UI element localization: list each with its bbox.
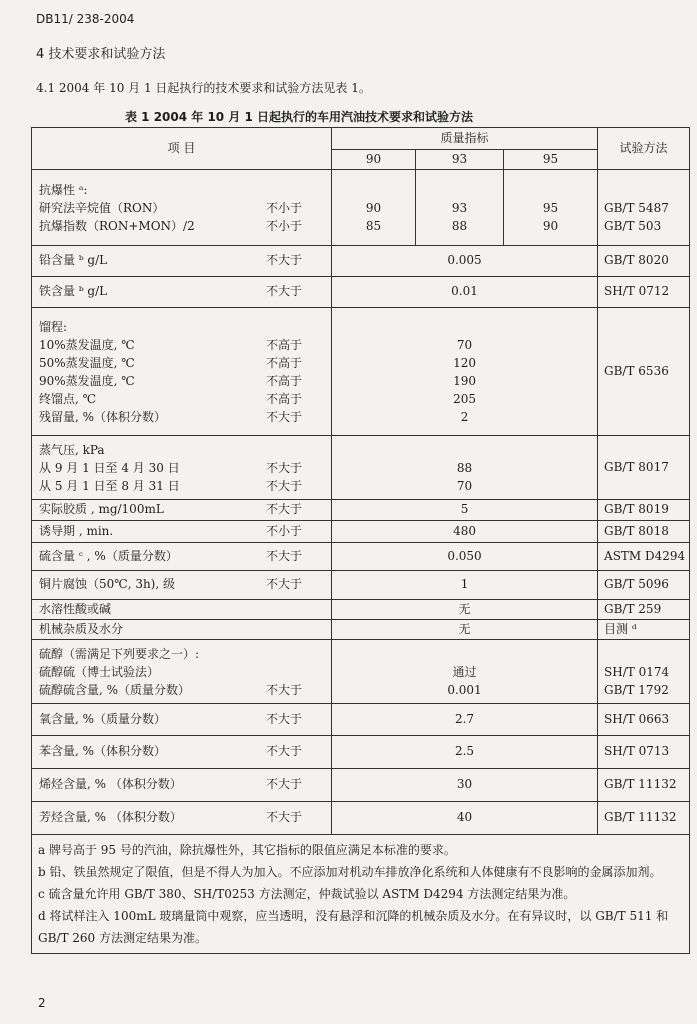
aromatic-limit: 不大于 bbox=[266, 810, 303, 825]
mercaptan-r1-method: SH/T 0174 bbox=[604, 664, 670, 679]
ai-93: 88 bbox=[451, 218, 468, 233]
ron-93: 93 bbox=[451, 200, 468, 215]
ai-90: 85 bbox=[365, 218, 382, 233]
oxygen-method: SH/T 0663 bbox=[598, 704, 690, 736]
table-row bbox=[32, 802, 690, 835]
acid-method: GB/T 259 bbox=[598, 600, 690, 620]
copper-method: GB/T 5096 bbox=[598, 571, 690, 600]
lead-value: 0.005 bbox=[332, 246, 598, 277]
dist-label: 50%蒸发温度, ℃ bbox=[39, 355, 135, 370]
table-notes bbox=[32, 835, 690, 954]
olefin-label: 烯烃含量, % （体积分数） bbox=[39, 777, 182, 792]
gum-value: 5 bbox=[332, 500, 598, 521]
dist-value: 120 bbox=[453, 355, 476, 370]
iron-label: 铁含量 ᵇ g/L bbox=[39, 284, 108, 299]
oxygen-value: 2.7 bbox=[332, 704, 598, 736]
dist-limit: 不高于 bbox=[266, 391, 303, 406]
table-row bbox=[32, 571, 690, 600]
table-row bbox=[32, 736, 690, 769]
mercaptan-r2-method: GB/T 1792 bbox=[604, 682, 669, 697]
dist-label: 终馏点, ℃ bbox=[39, 391, 97, 406]
mercaptan-r2-limit: 不大于 bbox=[266, 682, 303, 697]
vapor-r2-value: 70 bbox=[456, 478, 473, 493]
dist-label: 10%蒸发温度, ℃ bbox=[39, 337, 135, 352]
header-grade-93: 93 bbox=[416, 150, 504, 170]
gum-method: GB/T 8019 bbox=[598, 500, 690, 521]
vapor-r1-label: 从 9 月 1 日至 4 月 30 日 bbox=[39, 460, 180, 475]
section-title: 4 技术要求和试验方法 bbox=[36, 47, 166, 62]
dist-limit: 不高于 bbox=[266, 373, 303, 388]
ron-95: 95 bbox=[542, 200, 559, 215]
page-number: 2 bbox=[38, 996, 46, 1010]
iron-value: 0.01 bbox=[332, 277, 598, 308]
table-caption: 表 1 2004 年 10 月 1 日起执行的车用汽油技术要求和试验方法 bbox=[125, 110, 474, 124]
dist-value: 2 bbox=[460, 409, 469, 424]
table-row bbox=[32, 704, 690, 736]
table-row bbox=[32, 436, 690, 500]
ron-method: GB/T 5487 bbox=[604, 200, 669, 215]
aromatic-label: 芳烃含量, % （体积分数） bbox=[39, 810, 182, 825]
header-grade-95: 95 bbox=[504, 150, 598, 170]
ron-90: 90 bbox=[365, 200, 382, 215]
lead-label: 铅含量 ᵇ g/L bbox=[39, 253, 108, 268]
mercaptan-r1-label: 硫醇硫（博士试验法） bbox=[39, 664, 160, 679]
table-row bbox=[32, 620, 690, 640]
table-row bbox=[32, 277, 690, 308]
dist-limit: 不高于 bbox=[266, 337, 303, 352]
header-grade-90: 90 bbox=[332, 150, 416, 170]
impurities-value: 无 bbox=[332, 620, 598, 640]
aromatic-value: 40 bbox=[332, 802, 598, 835]
vapor-r2-limit: 不大于 bbox=[266, 478, 303, 493]
mercaptan-title: 硫醇（需满足下列要求之一）: bbox=[39, 646, 200, 661]
header-quality: 质量指标 bbox=[332, 128, 598, 150]
mercaptan-r1-value: 通过 bbox=[452, 664, 477, 679]
table-row bbox=[32, 600, 690, 620]
table-row bbox=[32, 308, 690, 436]
intro-paragraph: 4.1 2004 年 10 月 1 日起执行的技术要求和试验方法见表 1。 bbox=[36, 81, 371, 95]
mercaptan-r2-value: 0.001 bbox=[447, 682, 482, 697]
impurities-label: 机械杂质及水分 bbox=[39, 621, 124, 636]
note-c: c 硫含量允许用 GB/T 380、SH/T0253 方法测定，仲裁试验以 ASTM D4294 方法测定结果为准。 bbox=[38, 887, 576, 901]
gum-label: 实际胶质 , mg/100mL bbox=[39, 502, 164, 517]
vapor-title: 蒸气压, kPa bbox=[39, 442, 105, 457]
antiknock-title: 抗爆性 ᵃ: bbox=[39, 182, 88, 197]
ai-limit: 不小于 bbox=[266, 218, 303, 233]
dist-label: 90%蒸发温度, ℃ bbox=[39, 373, 135, 388]
sulfur-limit: 不大于 bbox=[266, 548, 303, 563]
table-row bbox=[32, 170, 690, 246]
header-item: 项 目 bbox=[32, 128, 332, 170]
acid-label: 水溶性酸或碱 bbox=[39, 601, 112, 616]
table-row bbox=[32, 521, 690, 543]
note-d: d 将试样注入 100mL 玻璃量筒中观察，应当透明，没有悬浮和沉降的机械杂质及水分。在有异议时，以 GB/T 511 和 GB/T 260 方法测定结果为准。 bbox=[38, 909, 669, 945]
vapor-r2-label: 从 5 月 1 日至 8 月 31 日 bbox=[39, 478, 180, 493]
distillation-title: 馏程: bbox=[39, 319, 68, 334]
ron-label: 研究法辛烷值（RON） bbox=[39, 200, 165, 215]
table-row bbox=[32, 769, 690, 802]
aromatic-method: GB/T 11132 bbox=[598, 802, 690, 835]
lead-method: GB/T 8020 bbox=[598, 246, 690, 277]
iron-limit: 不大于 bbox=[266, 284, 303, 299]
ron-limit: 不小于 bbox=[266, 200, 303, 215]
ai-95: 90 bbox=[542, 218, 559, 233]
impurities-method: 目测 ᵈ bbox=[598, 620, 690, 640]
table-row bbox=[32, 543, 690, 571]
induction-label: 诱导期 , min. bbox=[39, 523, 114, 538]
document-code: DB11/ 238-2004 bbox=[36, 12, 135, 26]
copper-label: 铜片腐蚀（50℃, 3h), 级 bbox=[39, 577, 175, 592]
benzene-limit: 不大于 bbox=[266, 744, 303, 759]
dist-label: 残留量, %（体积分数） bbox=[39, 409, 167, 424]
induction-method: GB/T 8018 bbox=[598, 521, 690, 543]
note-b: b 铅、铁虽然规定了限值，但是不得人为加入。不应添加对机动车排放净化系统和人体健康有不良影响的金属添加剂。 bbox=[38, 865, 662, 879]
table-row bbox=[32, 500, 690, 521]
acid-value: 无 bbox=[332, 600, 598, 620]
ai-label: 抗爆指数（RON+MON）/2 bbox=[39, 218, 195, 233]
induction-limit: 不小于 bbox=[266, 523, 303, 538]
olefin-value: 30 bbox=[332, 769, 598, 802]
induction-value: 480 bbox=[332, 521, 598, 543]
olefin-method: GB/T 11132 bbox=[598, 769, 690, 802]
sulfur-value: 0.050 bbox=[332, 543, 598, 571]
dist-value: 190 bbox=[453, 373, 476, 388]
copper-limit: 不大于 bbox=[266, 577, 303, 592]
vapor-r1-value: 88 bbox=[456, 460, 473, 475]
vapor-method: GB/T 8017 bbox=[598, 436, 690, 500]
lead-limit: 不大于 bbox=[266, 253, 303, 268]
benzene-label: 苯含量, %（体积分数） bbox=[39, 744, 167, 759]
mercaptan-r2-label: 硫醇硫含量, %（质量分数） bbox=[39, 682, 191, 697]
dist-value: 70 bbox=[456, 337, 473, 352]
vapor-r1-limit: 不大于 bbox=[266, 460, 303, 475]
distillation-method: GB/T 6536 bbox=[598, 308, 690, 436]
oxygen-limit: 不大于 bbox=[266, 711, 303, 726]
dist-value: 205 bbox=[453, 391, 476, 406]
iron-method: SH/T 0712 bbox=[598, 277, 690, 308]
copper-value: 1 bbox=[332, 571, 598, 600]
header-method: 试验方法 bbox=[598, 128, 690, 170]
oxygen-label: 氧含量, %（质量分数） bbox=[39, 711, 167, 726]
olefin-limit: 不大于 bbox=[266, 777, 303, 792]
table-row bbox=[32, 640, 690, 704]
ai-method: GB/T 503 bbox=[604, 218, 662, 233]
table-row bbox=[32, 246, 690, 277]
dist-limit: 不高于 bbox=[266, 355, 303, 370]
benzene-value: 2.5 bbox=[332, 736, 598, 769]
benzene-method: SH/T 0713 bbox=[598, 736, 690, 769]
spec-table bbox=[31, 127, 690, 954]
sulfur-label: 硫含量 ᶜ , %（质量分数） bbox=[39, 548, 178, 563]
note-a: a 牌号高于 95 号的汽油，除抗爆性外，其它指标的限值应满足本标准的要求。 bbox=[38, 843, 456, 857]
gum-limit: 不大于 bbox=[266, 502, 303, 517]
sulfur-method: ASTM D4294 bbox=[598, 543, 690, 571]
dist-limit: 不大于 bbox=[266, 409, 303, 424]
